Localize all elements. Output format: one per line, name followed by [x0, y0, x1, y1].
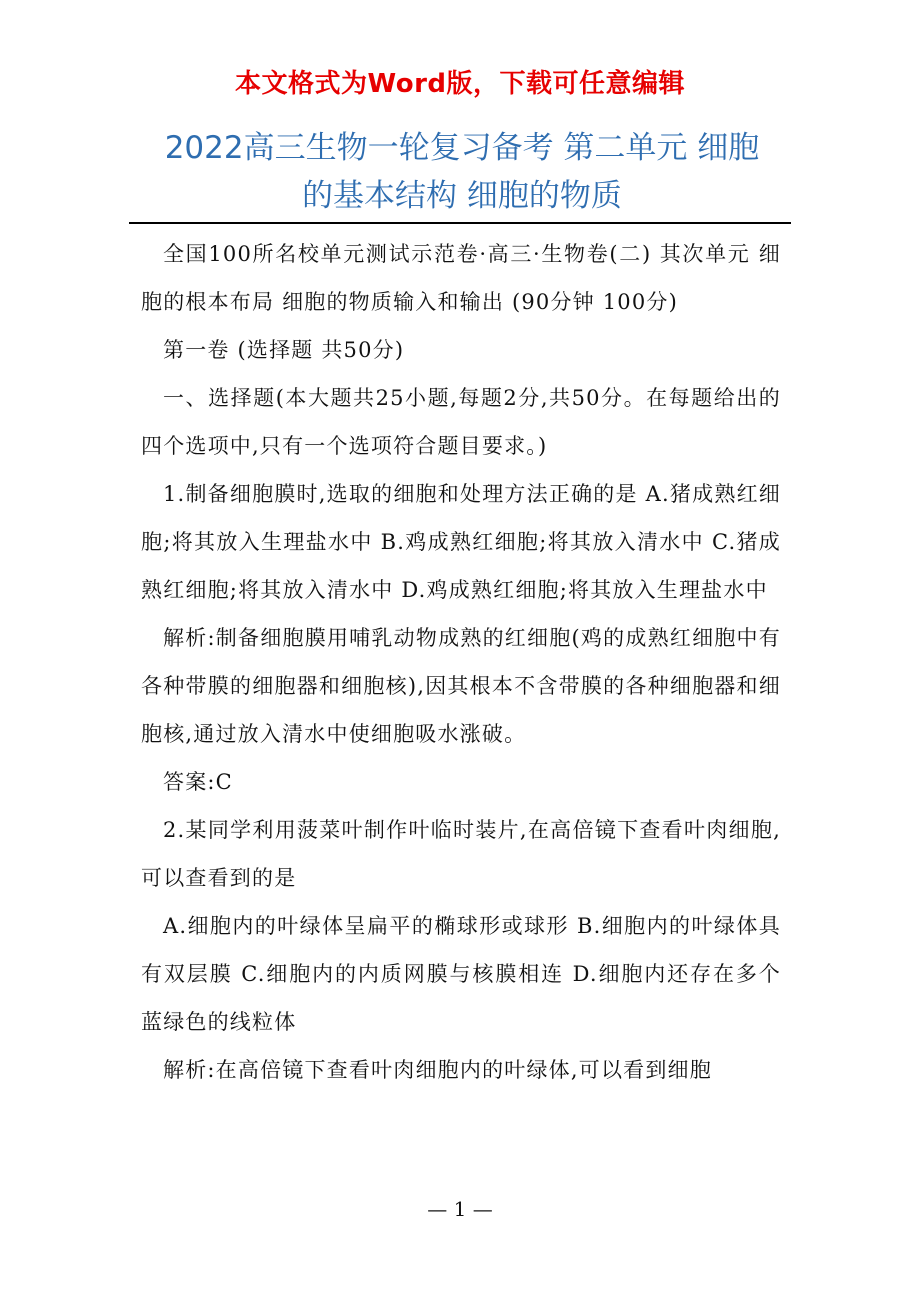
title-line-1: 2022高三生物一轮复习备考 第二单元 细胞: [164, 130, 760, 166]
paragraph-answer-1: 答案:C: [163, 770, 233, 794]
page-number: — 1 —: [427, 1197, 493, 1221]
title-divider: [129, 222, 791, 224]
title-line-2: 的基本结构 细胞的物质: [302, 178, 622, 214]
paragraph-options-2: A.细胞内的叶绿体呈扁平的椭球形或球形 B.细胞内的叶绿体具有双层膜 C.细胞内的内质网膜与核膜相连 D.细胞内还存在多个蓝绿色的线粒体: [141, 914, 781, 1034]
paragraph-exam-info: 全国100所名校单元测试示范卷·高三·生物卷(二) 其次单元 细胞的根本布局 细胞的物质输入和输出 (90分钟 100分): [141, 242, 781, 314]
download-banner: 本文格式为Word版，下载可任意编辑: [234, 69, 686, 99]
paragraph-explanation-1: 解析:制备细胞膜用哺乳动物成熟的红细胞(鸡的成熟红细胞中有各种带膜的细胞器和细胞核),因其根本不含带膜的各种细胞器和细胞核,通过放入清水中使细胞吸水涨破。: [141, 626, 781, 746]
paragraph-explanation-2: 解析:在高倍镜下查看叶肉细胞内的叶绿体,可以看到细胞: [163, 1058, 712, 1082]
document-body: [141, 230, 781, 1094]
paragraph-instructions: 一、选择题(本大题共25小题,每题2分,共50分。在每题给出的四个选项中,只有一个选项符合题目要求。): [141, 386, 781, 458]
document-title: [140, 124, 784, 220]
paragraph-question-2: 2.某同学利用菠菜叶制作叶临时装片,在高倍镜下查看叶肉细胞,可以查看到的是: [141, 818, 781, 890]
paragraph-question-1: 1.制备细胞膜时,选取的细胞和处理方法正确的是 A.猪成熟红细胞;将其放入生理盐水中 B.鸡成熟红细胞;将其放入清水中 C.猪成熟红细胞;将其放入清水中 D.鸡成熟红细胞;将其放入生理盐水中: [141, 482, 781, 602]
paragraph-section-heading: 第一卷 (选择题 共50分): [163, 338, 405, 362]
